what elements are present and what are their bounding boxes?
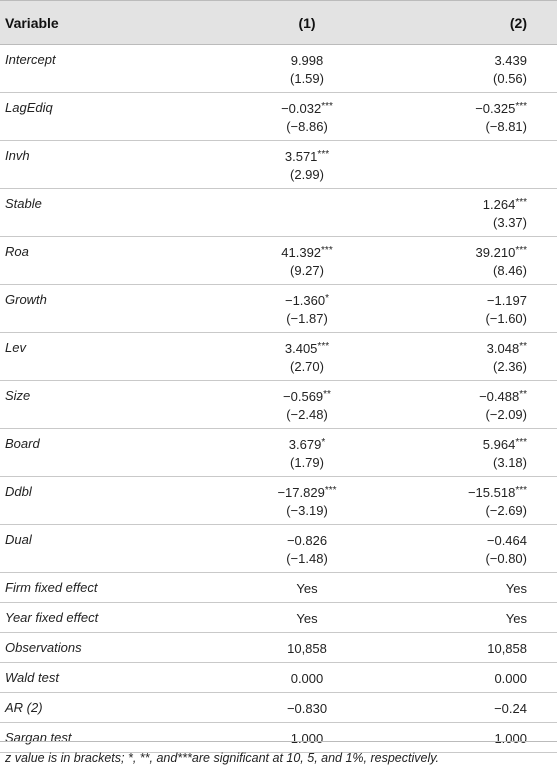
row-col2-cell [392, 429, 557, 477]
row-variable-name: Dual [0, 525, 222, 573]
coefficient-line [392, 578, 527, 598]
row-variable-name: Roa [0, 237, 222, 285]
z-value: (0.56) [493, 71, 527, 86]
row-col2-cell [392, 285, 557, 333]
significance-stars: *** [324, 485, 337, 496]
row-col1-cell [222, 189, 392, 237]
row-variable-name: Invh [0, 141, 222, 189]
coefficient-line [392, 668, 527, 688]
coefficient-value: 3.405 [284, 341, 318, 356]
coefficient-value: −0.032 [281, 101, 322, 116]
coefficient-line [392, 638, 527, 658]
coefficient-value: 3.571 [284, 149, 318, 164]
coefficient-value: 5.964 [482, 437, 516, 452]
coefficient-line [392, 482, 527, 502]
row-variable-name: LagEdiq [0, 93, 222, 141]
row-variable-name: Growth [0, 285, 222, 333]
coefficient-line [222, 728, 392, 748]
table-row [0, 477, 557, 525]
coefficient-value: −0.488 [479, 389, 520, 404]
z-value: (3.18) [493, 455, 527, 470]
coefficient-line [392, 50, 527, 70]
table-row [0, 237, 557, 285]
coefficient-line [222, 668, 392, 688]
row-col2-cell [392, 723, 557, 753]
row-col2-cell [392, 525, 557, 573]
table-row [0, 663, 557, 693]
row-variable-name: Wald test [0, 663, 222, 693]
coefficient-line [392, 242, 527, 262]
row-variable-name: Sargan test [0, 723, 222, 753]
coefficient-line [392, 698, 527, 718]
z-value: (8.46) [493, 263, 527, 278]
coefficient-line [392, 98, 527, 118]
row-col1-cell [222, 525, 392, 573]
z-value: (3.37) [493, 215, 527, 230]
significance-stars: *** [317, 341, 330, 352]
coefficient-line [392, 290, 527, 310]
coefficient-value: −0.569 [283, 389, 324, 404]
row-col2-cell [392, 189, 557, 237]
row-col1-cell [222, 237, 392, 285]
header-variable: Variable [0, 1, 222, 45]
row-col1-cell [222, 93, 392, 141]
row-col2-cell [392, 141, 557, 189]
coefficient-line [392, 530, 527, 550]
coefficient-value: Yes [505, 581, 527, 596]
table-row [0, 141, 557, 189]
row-col1-cell [222, 693, 392, 723]
row-col2-cell [392, 633, 557, 663]
significance-stars: *** [515, 485, 527, 496]
row-col2-cell [392, 663, 557, 693]
table-row [0, 93, 557, 141]
coefficient-value: −0.826 [286, 533, 328, 548]
coefficient-value: 3.439 [494, 53, 527, 68]
table-row [0, 189, 557, 237]
coefficient-line [222, 50, 392, 70]
coefficient-line [392, 338, 527, 358]
coefficient-value: 39.210 [475, 245, 516, 260]
significance-stars: *** [321, 245, 333, 256]
row-variable-name: Year fixed effect [0, 603, 222, 633]
coefficient-line [222, 242, 392, 262]
coefficient-value: −1.197 [486, 293, 527, 308]
header-col2: (2) [392, 1, 557, 45]
table-row [0, 429, 557, 477]
coefficient-value: 10,858 [287, 641, 327, 656]
z-value: (2.36) [493, 359, 527, 374]
row-col2-cell [392, 603, 557, 633]
row-col2-cell [392, 333, 557, 381]
significance-stars: ** [323, 389, 331, 400]
coefficient-value: Yes [296, 611, 318, 626]
row-col1-cell [222, 285, 392, 333]
z-value: (−2.48) [286, 407, 328, 422]
coefficient-value: 10,858 [487, 641, 527, 656]
row-col2-cell [392, 477, 557, 525]
coefficient-value: 0.000 [494, 671, 527, 686]
table-footnote: z value is in brackets; *, **, and***are significant at 10, 5, and 1%, respectively. [5, 751, 440, 765]
row-col1-cell [222, 573, 392, 603]
table-row [0, 285, 557, 333]
table-row [0, 333, 557, 381]
table-row [0, 603, 557, 633]
coefficient-value: 1.264 [482, 197, 516, 212]
coefficient-line [222, 578, 392, 598]
z-value: (−1.60) [485, 311, 527, 326]
coefficient-line [392, 728, 527, 748]
row-variable-name: Ddbl [0, 477, 222, 525]
coefficient-line [222, 638, 392, 658]
row-col1-cell [222, 381, 392, 429]
z-value: (−2.69) [485, 503, 527, 518]
row-col1-cell [222, 477, 392, 525]
coefficient-line [392, 194, 527, 214]
row-col1-cell [222, 603, 392, 633]
coefficient-value: 9.998 [290, 53, 324, 68]
coefficient-line [392, 608, 527, 628]
coefficient-value: 0.000 [290, 671, 324, 686]
row-col1-cell [222, 333, 392, 381]
row-variable-name: Firm fixed effect [0, 573, 222, 603]
row-col1-cell [222, 45, 392, 93]
coefficient-line [222, 386, 392, 406]
coefficient-line [222, 698, 392, 718]
z-value: (−1.87) [286, 311, 328, 326]
coefficient-value: 3.679 [288, 437, 322, 452]
row-col2-cell [392, 237, 557, 285]
coefficient-value: −0.830 [286, 701, 328, 716]
z-value: (−0.80) [485, 551, 527, 566]
coefficient-value: 41.392 [281, 245, 322, 260]
significance-stars: ** [519, 389, 527, 400]
coefficient-line [222, 338, 392, 358]
coefficient-line [222, 482, 392, 502]
row-col2-cell [392, 693, 557, 723]
row-variable-name: Intercept [0, 45, 222, 93]
z-value: (1.59) [290, 71, 324, 86]
row-col1-cell [222, 429, 392, 477]
coefficient-value: 1.000 [290, 731, 324, 746]
z-value: (9.27) [290, 263, 324, 278]
significance-stars: *** [321, 101, 333, 112]
coefficient-value: Yes [296, 581, 318, 596]
coefficient-value: −0.325 [475, 101, 516, 116]
row-variable-name: Observations [0, 633, 222, 663]
row-variable-name: Stable [0, 189, 222, 237]
z-value: (2.70) [290, 359, 324, 374]
table-row [0, 45, 557, 93]
coefficient-line [222, 146, 392, 166]
header-col1: (1) [222, 1, 392, 45]
z-value: (−8.86) [286, 119, 328, 134]
significance-stars: *** [317, 149, 330, 160]
z-value: (−2.09) [485, 407, 527, 422]
row-col2-cell [392, 573, 557, 603]
table-row [0, 693, 557, 723]
row-col1-cell [222, 723, 392, 753]
significance-stars: ** [519, 341, 527, 352]
coefficient-value: −0.24 [494, 701, 527, 716]
coefficient-line [392, 434, 527, 454]
row-variable-name: Lev [0, 333, 222, 381]
coefficient-line [222, 434, 392, 454]
row-variable-name: Size [0, 381, 222, 429]
significance-stars: *** [515, 197, 527, 208]
table-row [0, 633, 557, 663]
significance-stars: *** [515, 437, 527, 448]
coefficient-value: 3.048 [486, 341, 520, 356]
coefficient-value: Yes [505, 611, 527, 626]
row-col2-cell [392, 93, 557, 141]
coefficient-line [222, 98, 392, 118]
z-value: (1.79) [290, 455, 324, 470]
z-value: (2.99) [290, 167, 324, 182]
coefficient-line [392, 386, 527, 406]
row-variable-name: Board [0, 429, 222, 477]
z-value: (−8.81) [485, 119, 527, 134]
significance-stars: *** [515, 245, 527, 256]
coefficient-value: −0.464 [486, 533, 527, 548]
z-value: (−1.48) [286, 551, 328, 566]
significance-stars: * [325, 293, 330, 304]
table-header-row [0, 1, 557, 45]
table-body [0, 45, 557, 753]
table-row [0, 573, 557, 603]
coefficient-value: −1.360 [284, 293, 326, 308]
coefficient-line [222, 608, 392, 628]
table-row [0, 525, 557, 573]
row-variable-name: AR (2) [0, 693, 222, 723]
row-col2-cell [392, 381, 557, 429]
table-row [0, 381, 557, 429]
row-col1-cell [222, 633, 392, 663]
row-col2-cell [392, 45, 557, 93]
table-bottom-rule [0, 741, 557, 742]
significance-stars: *** [515, 101, 527, 112]
coefficient-value: −15.518 [467, 485, 516, 500]
row-col1-cell [222, 141, 392, 189]
coefficient-line [222, 290, 392, 310]
table-row [0, 723, 557, 753]
coefficient-value: −17.829 [277, 485, 325, 500]
significance-stars: * [321, 437, 326, 448]
z-value: (−3.19) [286, 503, 328, 518]
coefficient-line [222, 530, 392, 550]
row-col1-cell [222, 663, 392, 693]
coefficient-value: 1.000 [494, 731, 527, 746]
